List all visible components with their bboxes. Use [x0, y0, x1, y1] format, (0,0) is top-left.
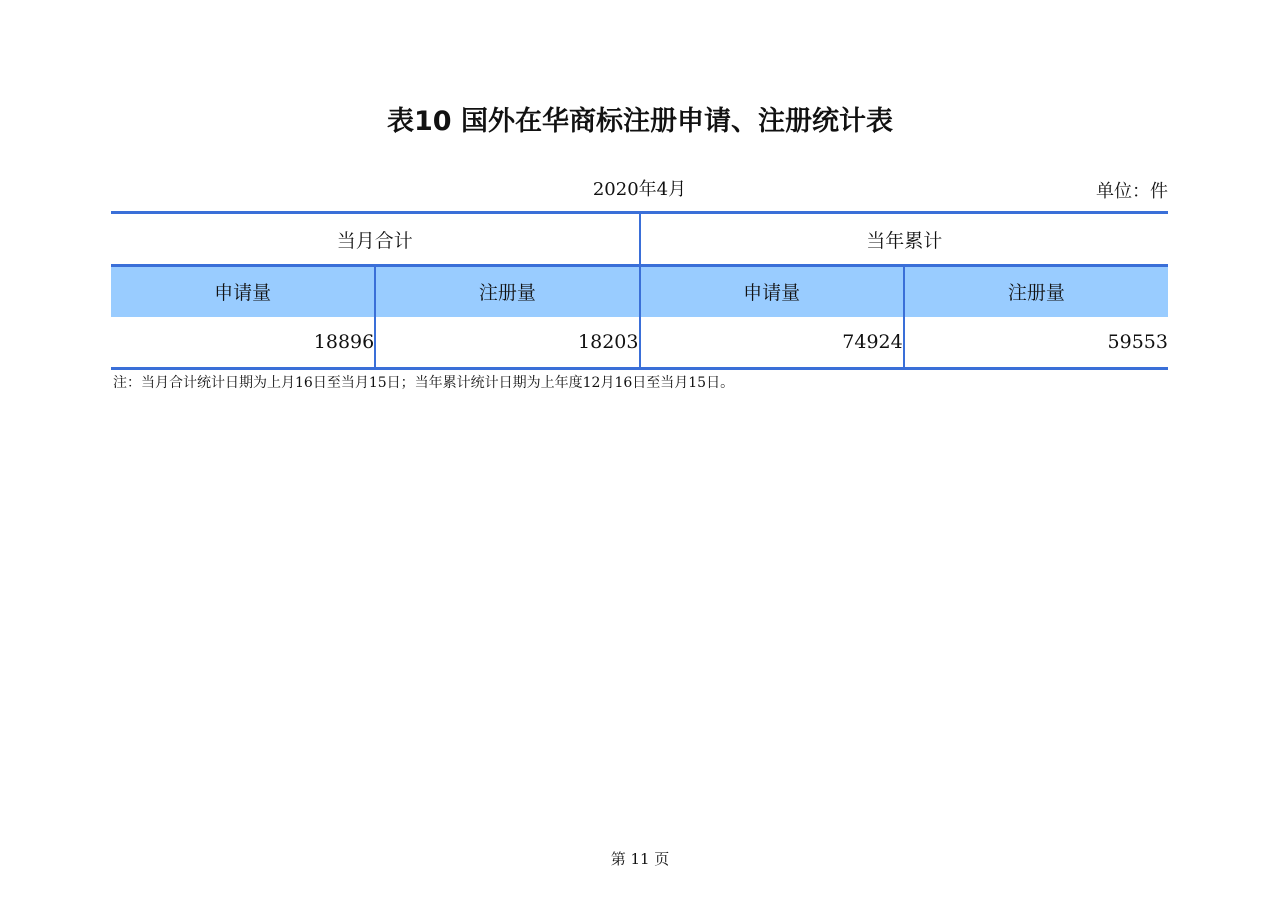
table-subheader: [111, 176, 1168, 204]
cell-monthly-registrations: 18203: [375, 317, 639, 369]
column-header-monthly-applications: 申请量: [111, 266, 375, 317]
column-header-row: [111, 266, 1168, 317]
statistics-table: [111, 211, 1168, 370]
column-header-monthly-registrations: 注册量: [375, 266, 639, 317]
group-header-row: [111, 213, 1168, 266]
cell-cumulative-registrations: 59553: [904, 317, 1168, 369]
group-header-monthly: 当月合计: [111, 213, 640, 266]
page-number: 第 11 页: [610, 850, 670, 868]
cell-monthly-applications: 18896: [111, 317, 375, 369]
column-header-cumulative-registrations: 注册量: [904, 266, 1168, 317]
group-header-cumulative: 当年累计: [640, 213, 1169, 266]
column-header-cumulative-applications: 申请量: [640, 266, 904, 317]
unit-label: 单位：件: [1096, 181, 1168, 202]
report-period: 2020年4月: [592, 179, 687, 200]
table-footnote: 注：当月合计统计日期为上月16日至当月15日；当年累计统计日期为上年度12月16日至当月15日。: [113, 375, 735, 391]
table-title: 表10 国外在华商标注册申请、注册统计表: [387, 106, 893, 137]
table-row: [111, 317, 1168, 369]
cell-cumulative-applications: 74924: [640, 317, 904, 369]
